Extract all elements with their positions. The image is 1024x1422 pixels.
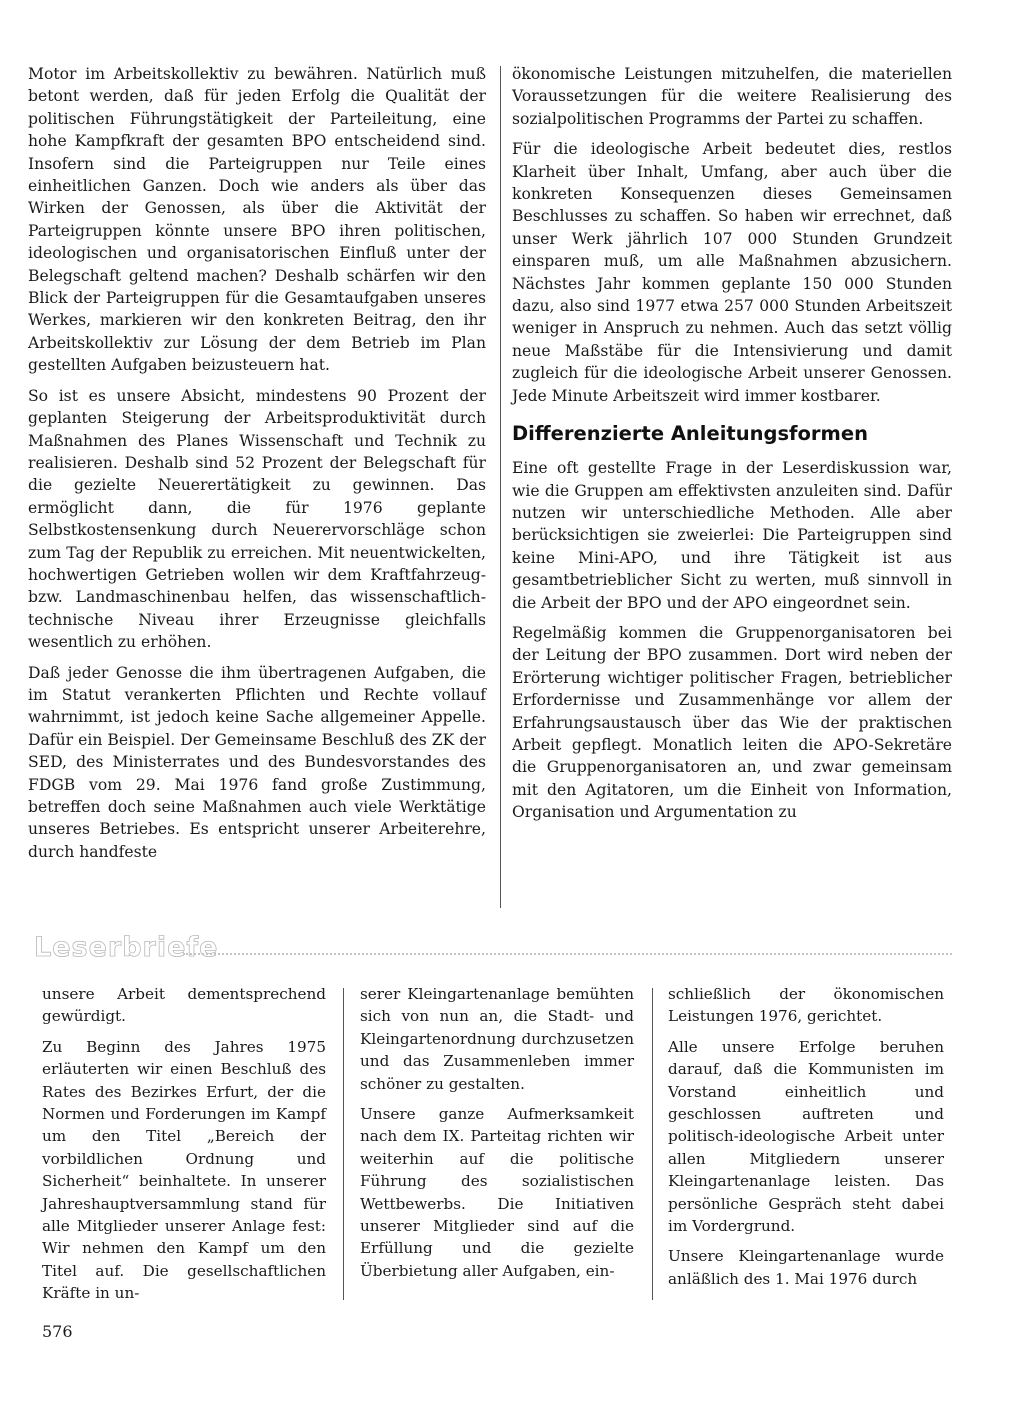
letters-column-3 [668, 983, 944, 1298]
paragraph: Eine oft gestellte Frage in der Leserdiskussion war, wie die Gruppen am effektivsten anzuleiten sind. Dafür nutzen wir unterschiedliche Methoden. Alle aber berücksichtigen sie zweierlei: Die Parteigruppen sind keine Mini-APO, und ihre Tätigkeit ist aus gesamtbetrieblicher Sicht zu werten, muß sinnvoll in die Arbeit der BPO und der APO eingeordnet sein. [512, 459, 952, 612]
column-divider [652, 988, 653, 1300]
paragraph: ökonomische Leistungen mitzuhelfen, die materiellen Voraussetzungen für die weitere Realisierung des sozialpolitischen Programms der Partei zu schaffen. [512, 65, 952, 128]
paragraph: Unsere Kleingartenanlage wurde anläßlich des 1. Mai 1976 durch [668, 1247, 944, 1288]
column-divider [343, 988, 344, 1300]
letters-column-2 [360, 983, 634, 1290]
paragraph: So ist es unsere Absicht, mindestens 90 Prozent der geplanten Steigerung der Arbeitsproduktivität durch Maßnahmen des Planes Wissenschaft und Technik zu realisieren. Deshalb sind 52 Prozent der Belegschaft für die gezielte Neuerertätigkeit zu gewinnen. Das ermöglicht dann, die für 1976 geplante Selbstkostensenkung durch Neuerervorschläge schon zum Tag der Republik zu erreichen. Mit neuentwickelten, hochwertigen Getrieben wollen wir dem Kraftfahrzeug- bzw. Landmaschinenbau helfen, das wissenschaftlich-technische Niveau ihrer Erzeugnisse gleichfalls wesentlich zu erhöhen. [28, 386, 486, 652]
page-number: 576 [42, 1322, 73, 1341]
paragraph: Regelmäßig kommen die Gruppenorganisatoren bei der Leitung der BPO zusammen. Dort wird neben der Erörterung wichtiger politischer Fragen, betrieblicher Erfordernisse und Zusammenhänge vor allem der Erfahrungsaustausch über das Wie der praktischen Arbeit gepflegt. Monatlich leiten die APO-Sekretäre die Gruppenorganisatoren an, und zwar gemeinsam mit den Agitatoren, um die Einheit von Information, Organisation und Argumentation zu [512, 623, 952, 822]
paragraph: Alle unsere Erfolge beruhen darauf, daß die Kommunisten im Vorstand einheitlich und geschlossen auftreten und politisch-ideologische Arbeit unter allen Mitgliedern unserer Kleingartenanlage leisten. Das persönliche Gespräch steht dabei im Vordergrund. [668, 1037, 944, 1236]
article-column-left [28, 63, 486, 871]
column-divider [500, 66, 501, 908]
paragraph: unsere Arbeit dementsprechend gewürdigt. [42, 985, 326, 1026]
letters-column-1 [42, 983, 326, 1313]
paragraph: Zu Beginn des Jahres 1975 erläuterten wir einen Beschluß des Rates des Bezirkes Erfurt, der die Normen und Forderungen im Kampf um den Titel „Bereich der vorbildlichen Ordnung und Sicherheit“ beinhaltete. In unserer Jahreshauptversammlung stand für alle Mitglieder unserer Anlage fest: Wir nehmen den Kampf um den Titel auf. Die gesellschaftlichen Kräfte in un- [42, 1037, 326, 1303]
section-heading: Differenzierte Anleitungsformen [512, 422, 868, 446]
article-column-right [512, 63, 952, 832]
paragraph: Daß jeder Genosse die ihm übertragenen Aufgaben, die im Statut verankerten Pflichten und Rechte vollauf wahrnimmt, ist jedoch keine Sache allgemeiner Appelle. Dafür ein Beispiel. Der Gemeinsame Beschluß des ZK der SED, des Ministerrates und des Bundesvorstandes des FDGB vom 29. Mai 1976 fand große Zustimmung, betreffen doch seine Maßnahmen auch viele Werktätige unseres Betriebes. Es entspricht unserer Arbeiterehre, durch handfeste [28, 663, 486, 861]
banner-dotted-rule [183, 953, 952, 955]
paragraph: serer Kleingartenanlage bemühten sich von nun an, die Stadt- und Kleingartenordnung durchzusetzen und das Zusammenleben immer schöner zu gestalten. [360, 985, 634, 1093]
section-banner-label: Leserbriefe [34, 932, 219, 963]
section-banner [28, 930, 952, 970]
paragraph: schließlich der ökonomischen Leistungen 1976, gerichtet. [668, 985, 944, 1026]
paragraph: Motor im Arbeitskollektiv zu bewähren. Natürlich muß betont werden, daß für jeden Erfolg die Qualität der politischen Führungstätigkeit der Parteileitung, eine hohe Kampfkraft der gesamten BPO entscheidend sind. Insofern sind die Parteigruppen nur Teile eines einheitlichen Ganzen. Doch wie anders als über das Wirken der Genossen, als über die Aktivität der Parteigruppen könnte unsere BPO ihren politischen, ideologischen und organisatorischen Einfluß unter der Belegschaft geltend machen? Deshalb schärfen wir den Blick der Parteigruppen für die Gesamtaufgaben unseres Werkes, markieren wir den konkreten Beitrag, den ihr Arbeitskollektiv zur Lösung der dem Betrieb im Plan gestellten Aufgaben beizusteuern hat. [28, 65, 486, 375]
paragraph: Für die ideologische Arbeit bedeutet dies, restlos Klarheit über Inhalt, Umfang, aber auch über die konkreten Konsequenzen dieses Gemeinsamen Beschlusses zu schaffen. So haben wir errechnet, daß unser Werk jährlich 107 000 Stunden Grundzeit einsparen muß, um alle Maßnahmen abzusichern. Nächstes Jahr kommen geplante 150 000 Stunden dazu, also sind 1977 etwa 257 000 Stunden Arbeitszeit weniger in Anspruch zu nehmen. Auch das setzt völlig neue Maßstäbe für die Intensivierung und damit zugleich für die ideologische Arbeit unserer Genossen. Jede Minute Arbeitszeit wird immer kostbarer. [512, 140, 952, 405]
paragraph: Unsere ganze Aufmerksamkeit nach dem IX. Parteitag richten wir weiterhin auf die politische Führung des sozialistischen Wettbewerbs. Die Initiativen unserer Mitglieder sind auf die Erfüllung und die gezielte Überbietung aller Aufgaben, ein- [360, 1105, 634, 1280]
